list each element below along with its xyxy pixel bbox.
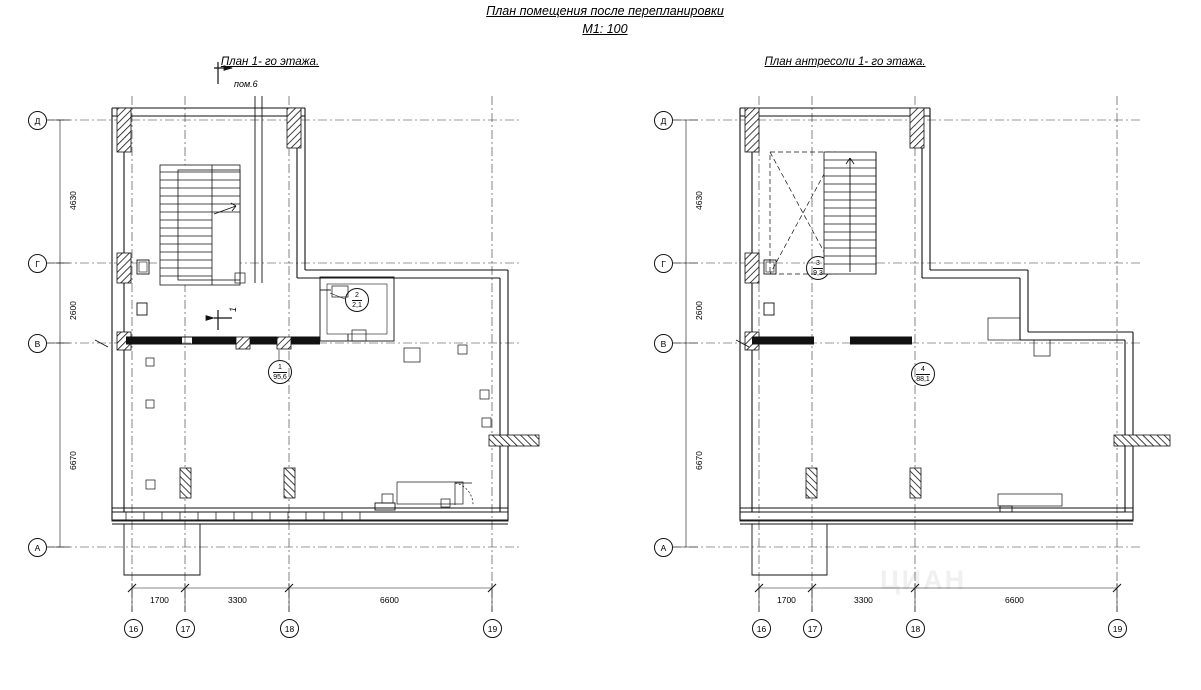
dim-horizontal-1700-right: 1700 <box>777 595 796 605</box>
section-mark-label-1a: 1 <box>228 306 238 312</box>
axis-label-16-right: 16 <box>752 619 771 638</box>
axis-label-19-left: 19 <box>483 619 502 638</box>
dim-horizontal-6600-right: 6600 <box>1005 595 1024 605</box>
axis-label-17-left: 17 <box>176 619 195 638</box>
sheet-title: План помещения после перепланировки <box>486 4 724 18</box>
room-area: 95,6 <box>273 373 287 381</box>
dim-horizontal-3300-left: 3300 <box>228 595 247 605</box>
dim-horizontal-6600-left: 6600 <box>380 595 399 605</box>
room-number: 3 <box>816 259 820 267</box>
room-number: 2 <box>355 291 359 299</box>
dim-vertical-2600-right: 2600 <box>694 301 704 320</box>
dim-horizontal-3300-right: 3300 <box>854 595 873 605</box>
room-note-pom6: пом.6 <box>234 79 258 89</box>
dim-vertical-4630-right: 4630 <box>694 191 704 210</box>
axis-label-v-left: В <box>28 334 47 353</box>
axis-label-a-left: А <box>28 538 47 557</box>
axis-label-g-left: Г <box>28 254 47 273</box>
dim-vertical-4630-left: 4630 <box>68 191 78 210</box>
room-number: 4 <box>921 365 925 373</box>
room-area: 9,3 <box>813 269 823 277</box>
axis-label-d-right: Д <box>654 111 673 130</box>
room-area: 88,1 <box>916 375 930 383</box>
sheet-scale: М1: 100 <box>582 22 628 36</box>
axis-label-d-left: Д <box>28 111 47 130</box>
axis-label-19-right: 19 <box>1108 619 1127 638</box>
room-area: 2,1 <box>352 301 362 309</box>
dim-vertical-2600-left: 2600 <box>68 301 78 320</box>
dim-vertical-6670-left: 6670 <box>68 451 78 470</box>
axis-label-16-left: 16 <box>124 619 143 638</box>
watermark: ЦИАН <box>880 565 967 595</box>
axis-label-18-left: 18 <box>280 619 299 638</box>
axis-label-17-right: 17 <box>803 619 822 638</box>
plan-caption-mezzanine: План антресоли 1- го этажа. <box>764 56 926 68</box>
dim-vertical-6670-right: 6670 <box>694 451 704 470</box>
dim-horizontal-1700-left: 1700 <box>150 595 169 605</box>
plan-caption-floor1: План 1- го этажа. <box>220 56 320 68</box>
axis-label-g-right: Г <box>654 254 673 273</box>
axis-label-a-right: А <box>654 538 673 557</box>
room-number: 1 <box>278 363 282 371</box>
axis-label-18-right: 18 <box>906 619 925 638</box>
axis-label-v-right: В <box>654 334 673 353</box>
